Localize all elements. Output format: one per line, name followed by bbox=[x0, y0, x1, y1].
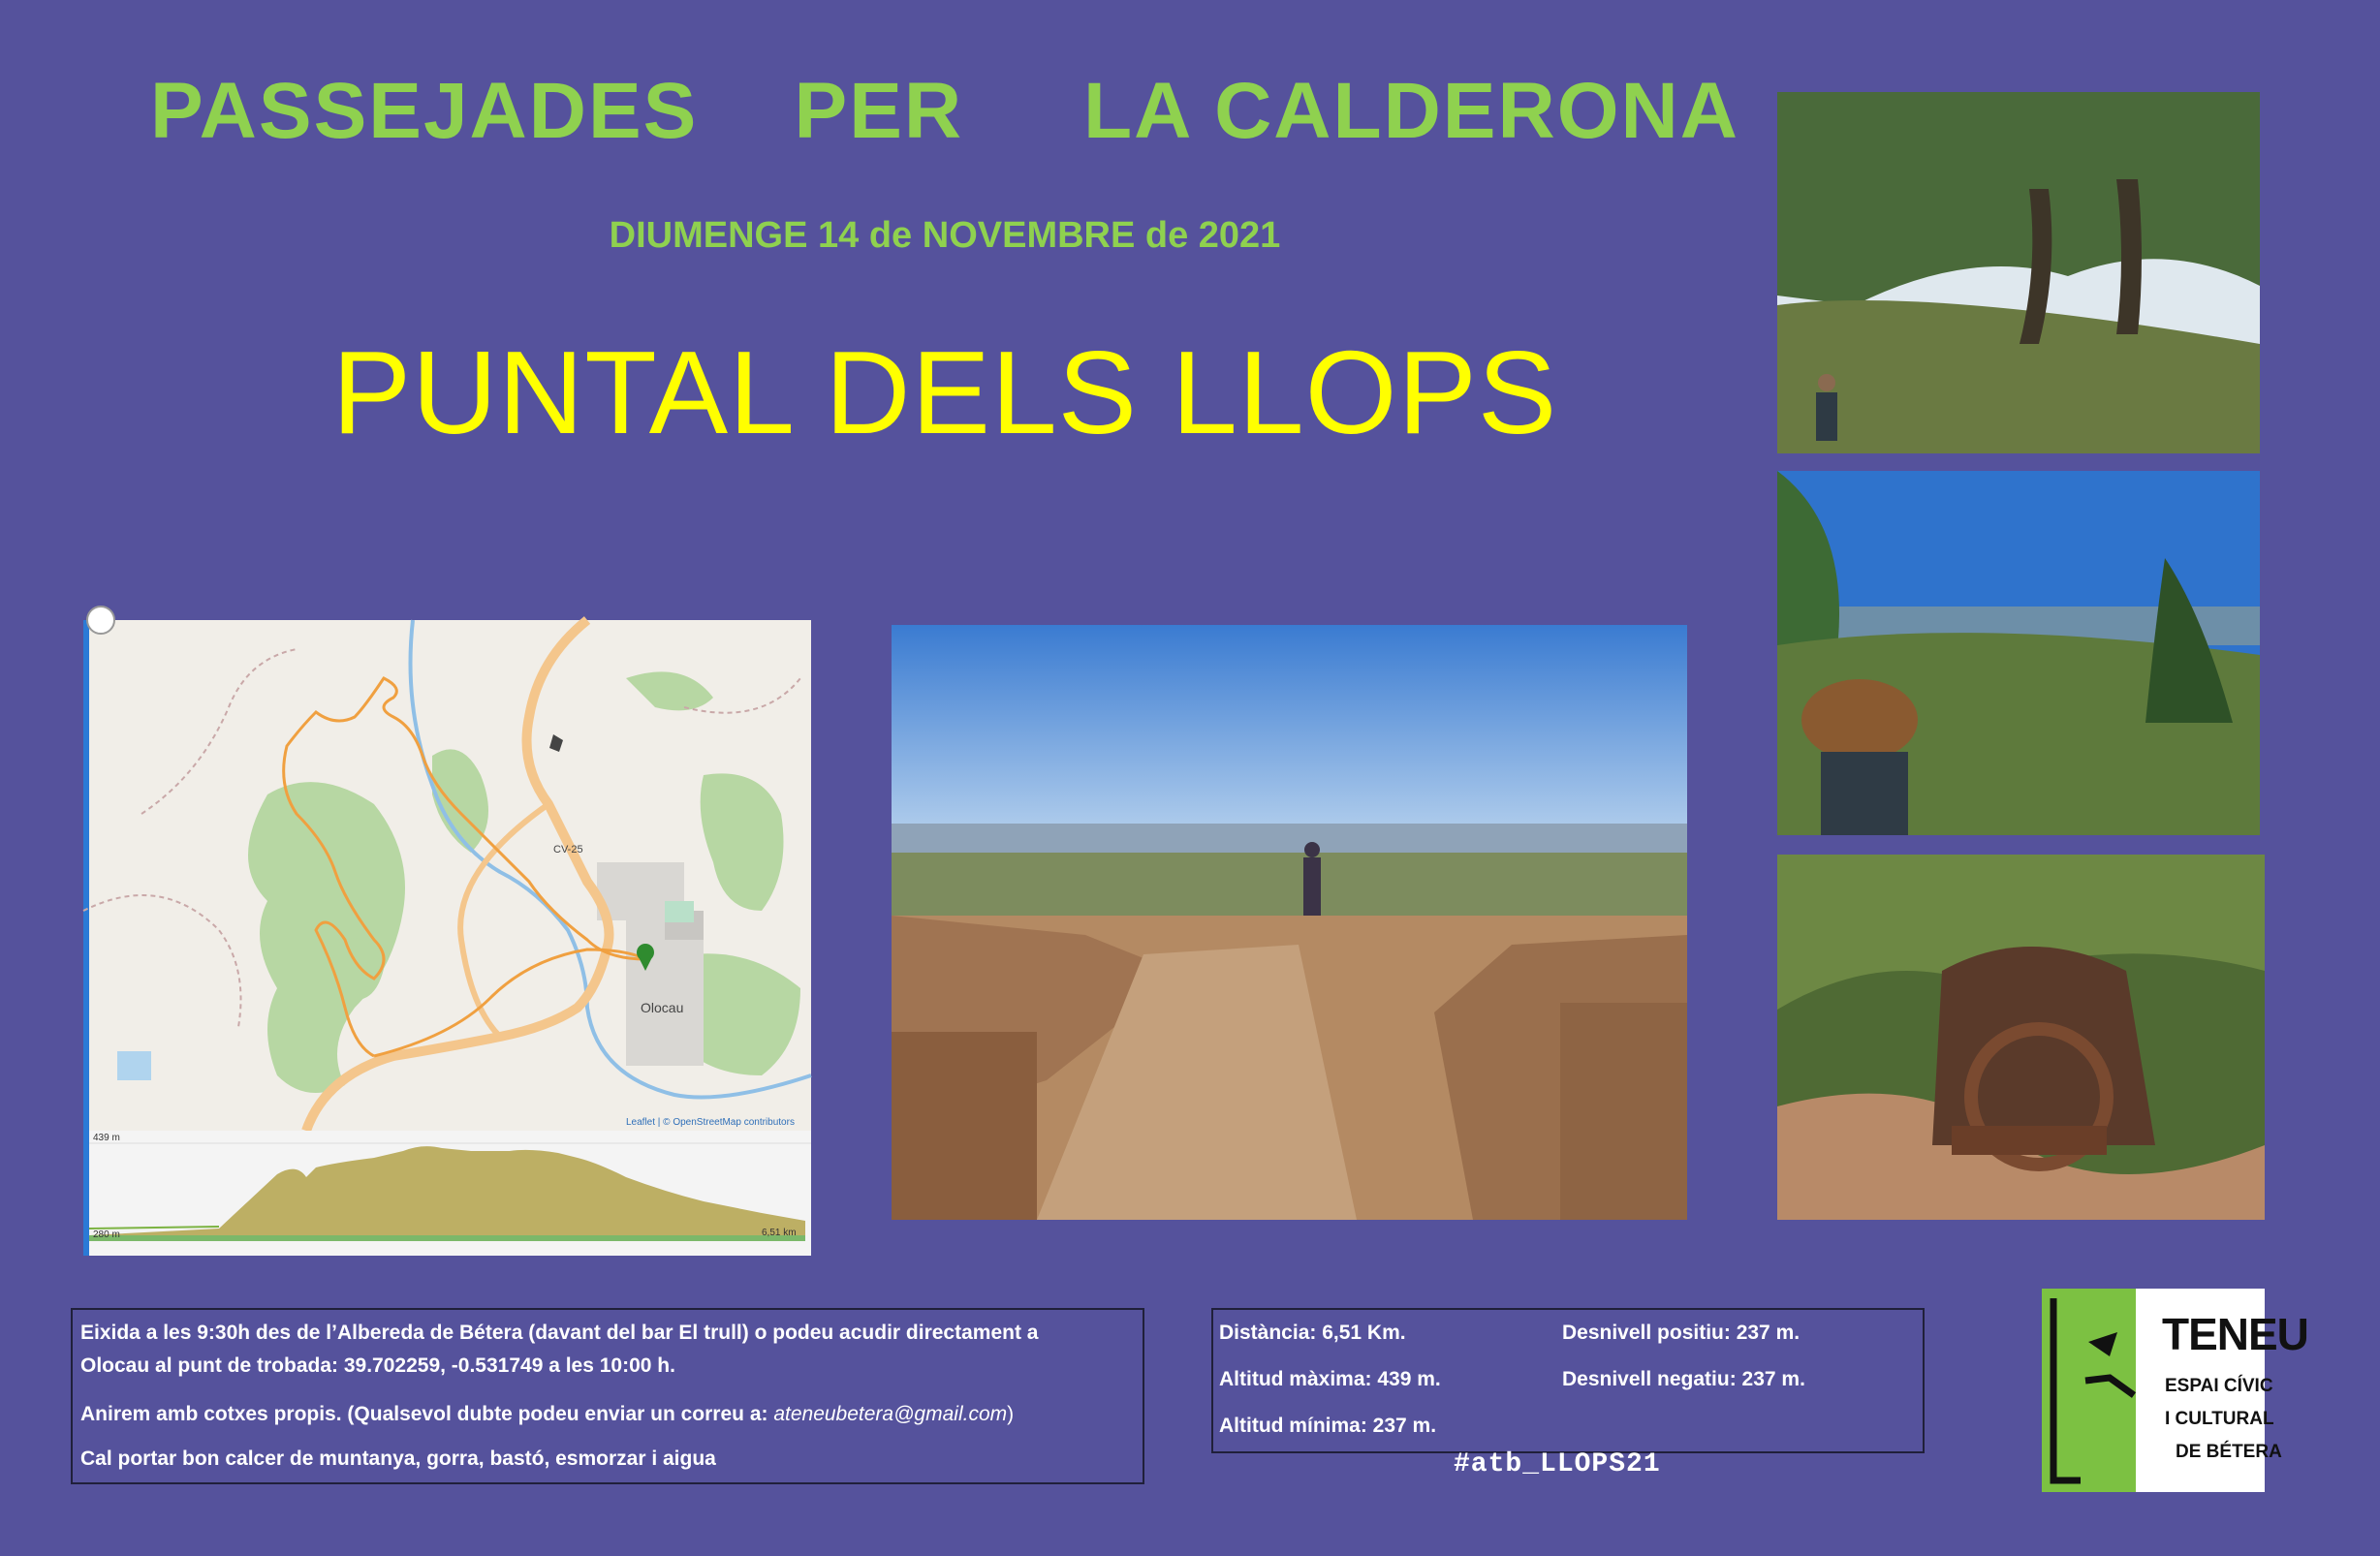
logo-sub-2: I CULTURAL bbox=[2165, 1409, 2274, 1429]
transport-text: Anirem amb cotxes propis. (Qualsevol dubte podeu enviar un correu a: bbox=[80, 1403, 774, 1425]
ateneu-logo bbox=[2042, 1289, 2308, 1492]
departure-info-box bbox=[71, 1308, 1144, 1484]
stat-gain-negative: Desnivell negatiu: 237 m. bbox=[1562, 1368, 1805, 1390]
route-stats-box bbox=[1211, 1308, 1925, 1453]
departure-line: Eixida a les 9:30h des de l’Albereda de Bétera (davant del bar El trull) o podeu acudir directament a bbox=[80, 1322, 1039, 1344]
logo-sub-1: ESPAI CÍVIC bbox=[2165, 1376, 2273, 1396]
oak-trees-hiker-photo bbox=[1777, 92, 2260, 453]
event-date: DIUMENGE 14 de NOVEMBRE de 2021 bbox=[609, 215, 1281, 256]
hat-hiker-pine-valley-photo bbox=[1777, 471, 2260, 835]
route-map-graphic bbox=[83, 620, 811, 1256]
town-label: Olocau bbox=[641, 1000, 684, 1015]
ruins-photo-graphic bbox=[892, 625, 1687, 1220]
contact-email[interactable]: ateneubetera@gmail.com bbox=[773, 1403, 1008, 1425]
road-label: CV-25 bbox=[553, 844, 583, 856]
ruins-overlook-photo bbox=[892, 625, 1687, 1220]
distance-label: 6,51 km bbox=[762, 1228, 797, 1238]
elevation-max-label: 439 m bbox=[93, 1133, 120, 1143]
stat-gain-positive: Desnivell positiu: 237 m. bbox=[1562, 1322, 1801, 1344]
hashtag: #atb_LLOPS21 bbox=[1454, 1449, 1661, 1479]
rusty-machinery-photo bbox=[1777, 855, 2265, 1220]
stat-altitude-max: Altitud màxima: 439 m. bbox=[1219, 1368, 1441, 1390]
oak-photo-graphic bbox=[1777, 92, 2260, 453]
logo-sub-3: DE BÉTERA bbox=[2176, 1442, 2282, 1462]
equipment-line: Cal portar bon calcer de muntanya, gorra, bastó, esmorzar i aigua bbox=[80, 1447, 716, 1470]
logo-name: TENEU bbox=[2162, 1309, 2308, 1359]
meeting-point-line: Olocau al punt de trobada: 39.702259, -0.531749 a les 10:00 h. bbox=[80, 1354, 675, 1377]
transport-line bbox=[80, 1403, 1014, 1426]
stat-distance: Distància: 6,51 Km. bbox=[1219, 1322, 1406, 1344]
transport-close-paren: ) bbox=[1007, 1403, 1015, 1425]
route-title: PUNTAL DELS LLOPS bbox=[331, 327, 1558, 458]
event-series-title: PASSEJADES PER LA CALDERONA bbox=[150, 67, 1739, 155]
hat-hiker-photo-graphic bbox=[1777, 471, 2260, 835]
machinery-photo-graphic bbox=[1777, 855, 2265, 1220]
stat-altitude-min: Altitud mínima: 237 m. bbox=[1219, 1415, 1437, 1437]
route-map bbox=[83, 620, 811, 1256]
elevation-min-label: 280 m bbox=[93, 1229, 120, 1240]
logo-mark bbox=[2042, 1289, 2136, 1492]
map-attribution: Leaflet | © OpenStreetMap contributors bbox=[626, 1117, 795, 1128]
